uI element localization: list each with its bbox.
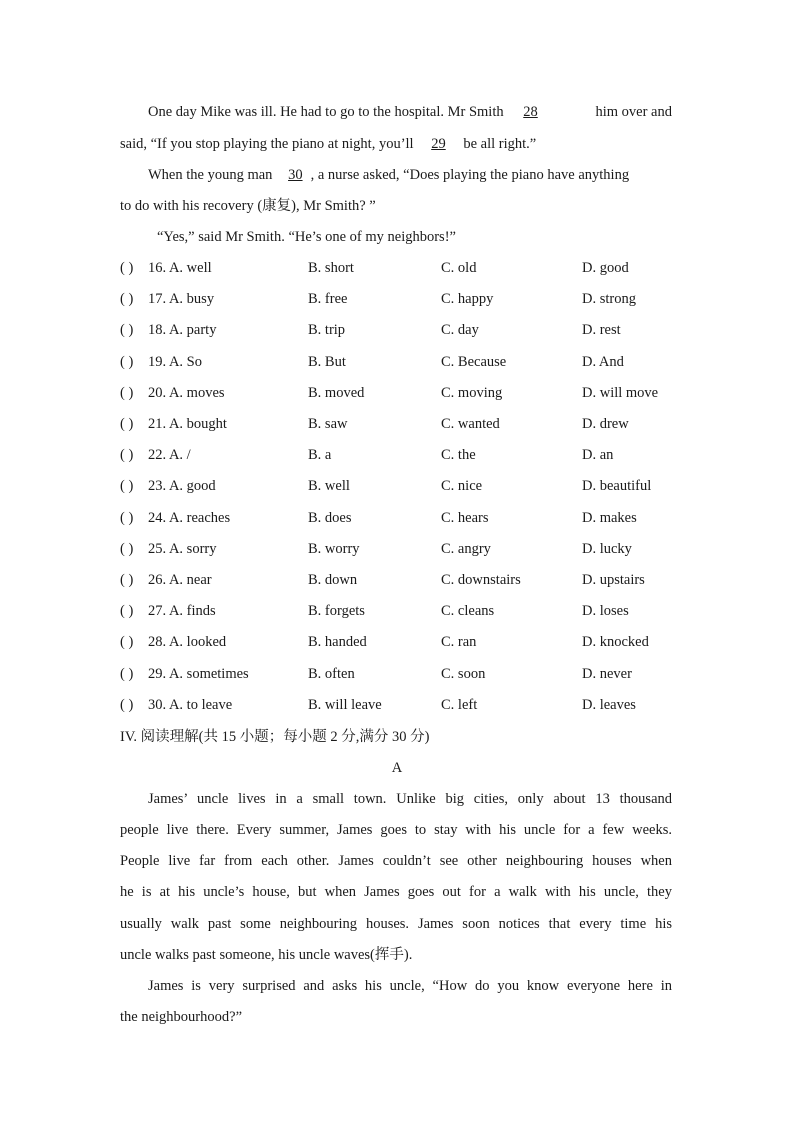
passage-line: to do with his recovery (康复), Mr Smith? ”: [120, 198, 376, 214]
answer-paren: ( ): [120, 291, 134, 307]
option-c: C. hears: [441, 510, 489, 526]
option-a: 17. A. busy: [148, 291, 215, 307]
option-c: C. the: [441, 447, 476, 463]
option-c: C. old: [441, 260, 477, 276]
option-a: 19. A. So: [148, 354, 202, 370]
option-d: D. makes: [582, 510, 637, 526]
answer-paren: ( ): [120, 354, 134, 370]
option-b: B. a: [308, 447, 332, 463]
option-d: D. upstairs: [582, 572, 645, 588]
answer-paren: ( ): [120, 260, 134, 276]
option-c: C. cleans: [441, 603, 495, 619]
answer-paren: ( ): [120, 510, 134, 526]
option-c: C. Because: [441, 354, 507, 370]
question-row: [120, 508, 680, 528]
option-d: D. beautiful: [582, 478, 652, 494]
passage-text: him over and: [595, 104, 672, 120]
passage-line: [148, 165, 629, 185]
question-row: [120, 539, 680, 559]
passage-text: One day Mike was ill. He had to go to the hospital. Mr Smith: [148, 104, 504, 120]
option-c: C. day: [441, 322, 479, 338]
option-d: D. never: [582, 666, 632, 682]
option-d: D. knocked: [582, 634, 649, 650]
question-row: [120, 445, 680, 465]
reading-line: people live there. Every summer, James goes to stay with his uncle for a few weeks.: [120, 822, 672, 838]
option-b: B. does: [308, 510, 352, 526]
passage-text: When the young man: [148, 167, 273, 183]
passage-text: , a nurse asked, “Does playing the piano have anything: [310, 167, 630, 183]
option-a: 25. A. sorry: [148, 541, 217, 557]
answer-paren: ( ): [120, 416, 134, 432]
question-row: [120, 414, 680, 434]
passage-line: [120, 134, 536, 154]
option-d: D. an: [582, 447, 614, 463]
option-b: B. well: [308, 478, 350, 494]
answer-paren: ( ): [120, 447, 134, 463]
answer-paren: ( ): [120, 541, 134, 557]
answer-blank-30: 30: [288, 167, 303, 183]
answer-paren: ( ): [120, 322, 134, 338]
answer-paren: ( ): [120, 385, 134, 401]
option-d: D. strong: [582, 291, 636, 307]
question-row: [120, 383, 680, 403]
option-a: 28. A. looked: [148, 634, 227, 650]
option-c: C. nice: [441, 478, 483, 494]
question-row: [120, 476, 680, 496]
option-d: D. rest: [582, 322, 621, 338]
answer-paren: ( ): [120, 478, 134, 494]
passage-line: [148, 102, 672, 122]
question-row: [120, 664, 680, 684]
answer-paren: ( ): [120, 634, 134, 650]
reading-line: usually walk past some neighbouring houses. James soon notices that every time his: [120, 916, 672, 932]
option-d: D. will move: [582, 385, 659, 401]
option-b: B. trip: [308, 322, 346, 338]
option-d: D. And: [582, 354, 624, 370]
question-row: [120, 570, 680, 590]
option-c: C. wanted: [441, 416, 500, 432]
passage-text: said, “If you stop playing the piano at night, you’ll: [120, 136, 414, 152]
option-b: B. moved: [308, 385, 365, 401]
option-c: C. angry: [441, 541, 491, 557]
option-a: 30. A. to leave: [148, 697, 233, 713]
answer-blank-29: 29: [431, 136, 446, 152]
option-c: C. left: [441, 697, 478, 713]
option-c: C. downstairs: [441, 572, 521, 588]
option-a: 27. A. finds: [148, 603, 216, 619]
reading-line: the neighbourhood?”: [120, 1009, 243, 1025]
option-a: 26. A. near: [148, 572, 212, 588]
answer-blank-28: 28: [523, 104, 538, 120]
option-a: 21. A. bought: [148, 416, 227, 432]
option-b: B. short: [308, 260, 354, 276]
option-b: B. free: [308, 291, 348, 307]
option-c: C. soon: [441, 666, 486, 682]
option-a: 23. A. good: [148, 478, 216, 494]
question-row: [120, 632, 680, 652]
option-d: D. good: [582, 260, 629, 276]
reading-line: James is very surprised and asks his uncle, “How do you know everyone here in: [148, 978, 672, 994]
option-b: B. saw: [308, 416, 348, 432]
answer-paren: ( ): [120, 666, 134, 682]
option-a: 18. A. party: [148, 322, 217, 338]
question-row: [120, 352, 680, 372]
option-a: 29. A. sometimes: [148, 666, 249, 682]
option-b: B. But: [308, 354, 346, 370]
reading-line: James’ uncle lives in a small town. Unlike big cities, only about 13 thousand: [148, 791, 672, 807]
question-row: [120, 258, 680, 278]
section-heading: IV. 阅读理解(共 15 小题；每小题 2 分,满分 30 分): [120, 729, 430, 745]
option-d: D. leaves: [582, 697, 636, 713]
question-row: [120, 601, 680, 621]
option-a: 16. A. well: [148, 260, 212, 276]
answer-paren: ( ): [120, 697, 134, 713]
passage-label: A: [391, 760, 403, 776]
option-d: D. drew: [582, 416, 629, 432]
option-b: B. down: [308, 572, 358, 588]
reading-line: People live far from each other. James couldn’t see other neighbouring houses when: [120, 853, 672, 869]
passage-text: be all right.”: [463, 136, 537, 152]
passage-line: “Yes,” said Mr Smith. “He’s one of my neighbors!”: [157, 229, 456, 245]
answer-paren: ( ): [120, 603, 134, 619]
option-c: C. happy: [441, 291, 494, 307]
option-b: B. often: [308, 666, 355, 682]
option-b: B. forgets: [308, 603, 365, 619]
reading-line: uncle walks past someone, his uncle waves(挥手).: [120, 947, 413, 963]
option-a: 22. A. /: [148, 447, 191, 463]
option-c: C. moving: [441, 385, 503, 401]
option-a: 24. A. reaches: [148, 510, 231, 526]
option-b: B. will leave: [308, 697, 382, 713]
option-a: 20. A. moves: [148, 385, 225, 401]
option-b: B. handed: [308, 634, 367, 650]
question-row: [120, 289, 680, 309]
question-row: [120, 695, 680, 715]
option-b: B. worry: [308, 541, 360, 557]
question-row: [120, 320, 680, 340]
option-c: C. ran: [441, 634, 477, 650]
reading-line: he is at his uncle’s house, but when James goes out for a walk with his uncle, they: [120, 884, 672, 900]
option-d: D. loses: [582, 603, 629, 619]
option-d: D. lucky: [582, 541, 632, 557]
answer-paren: ( ): [120, 572, 134, 588]
